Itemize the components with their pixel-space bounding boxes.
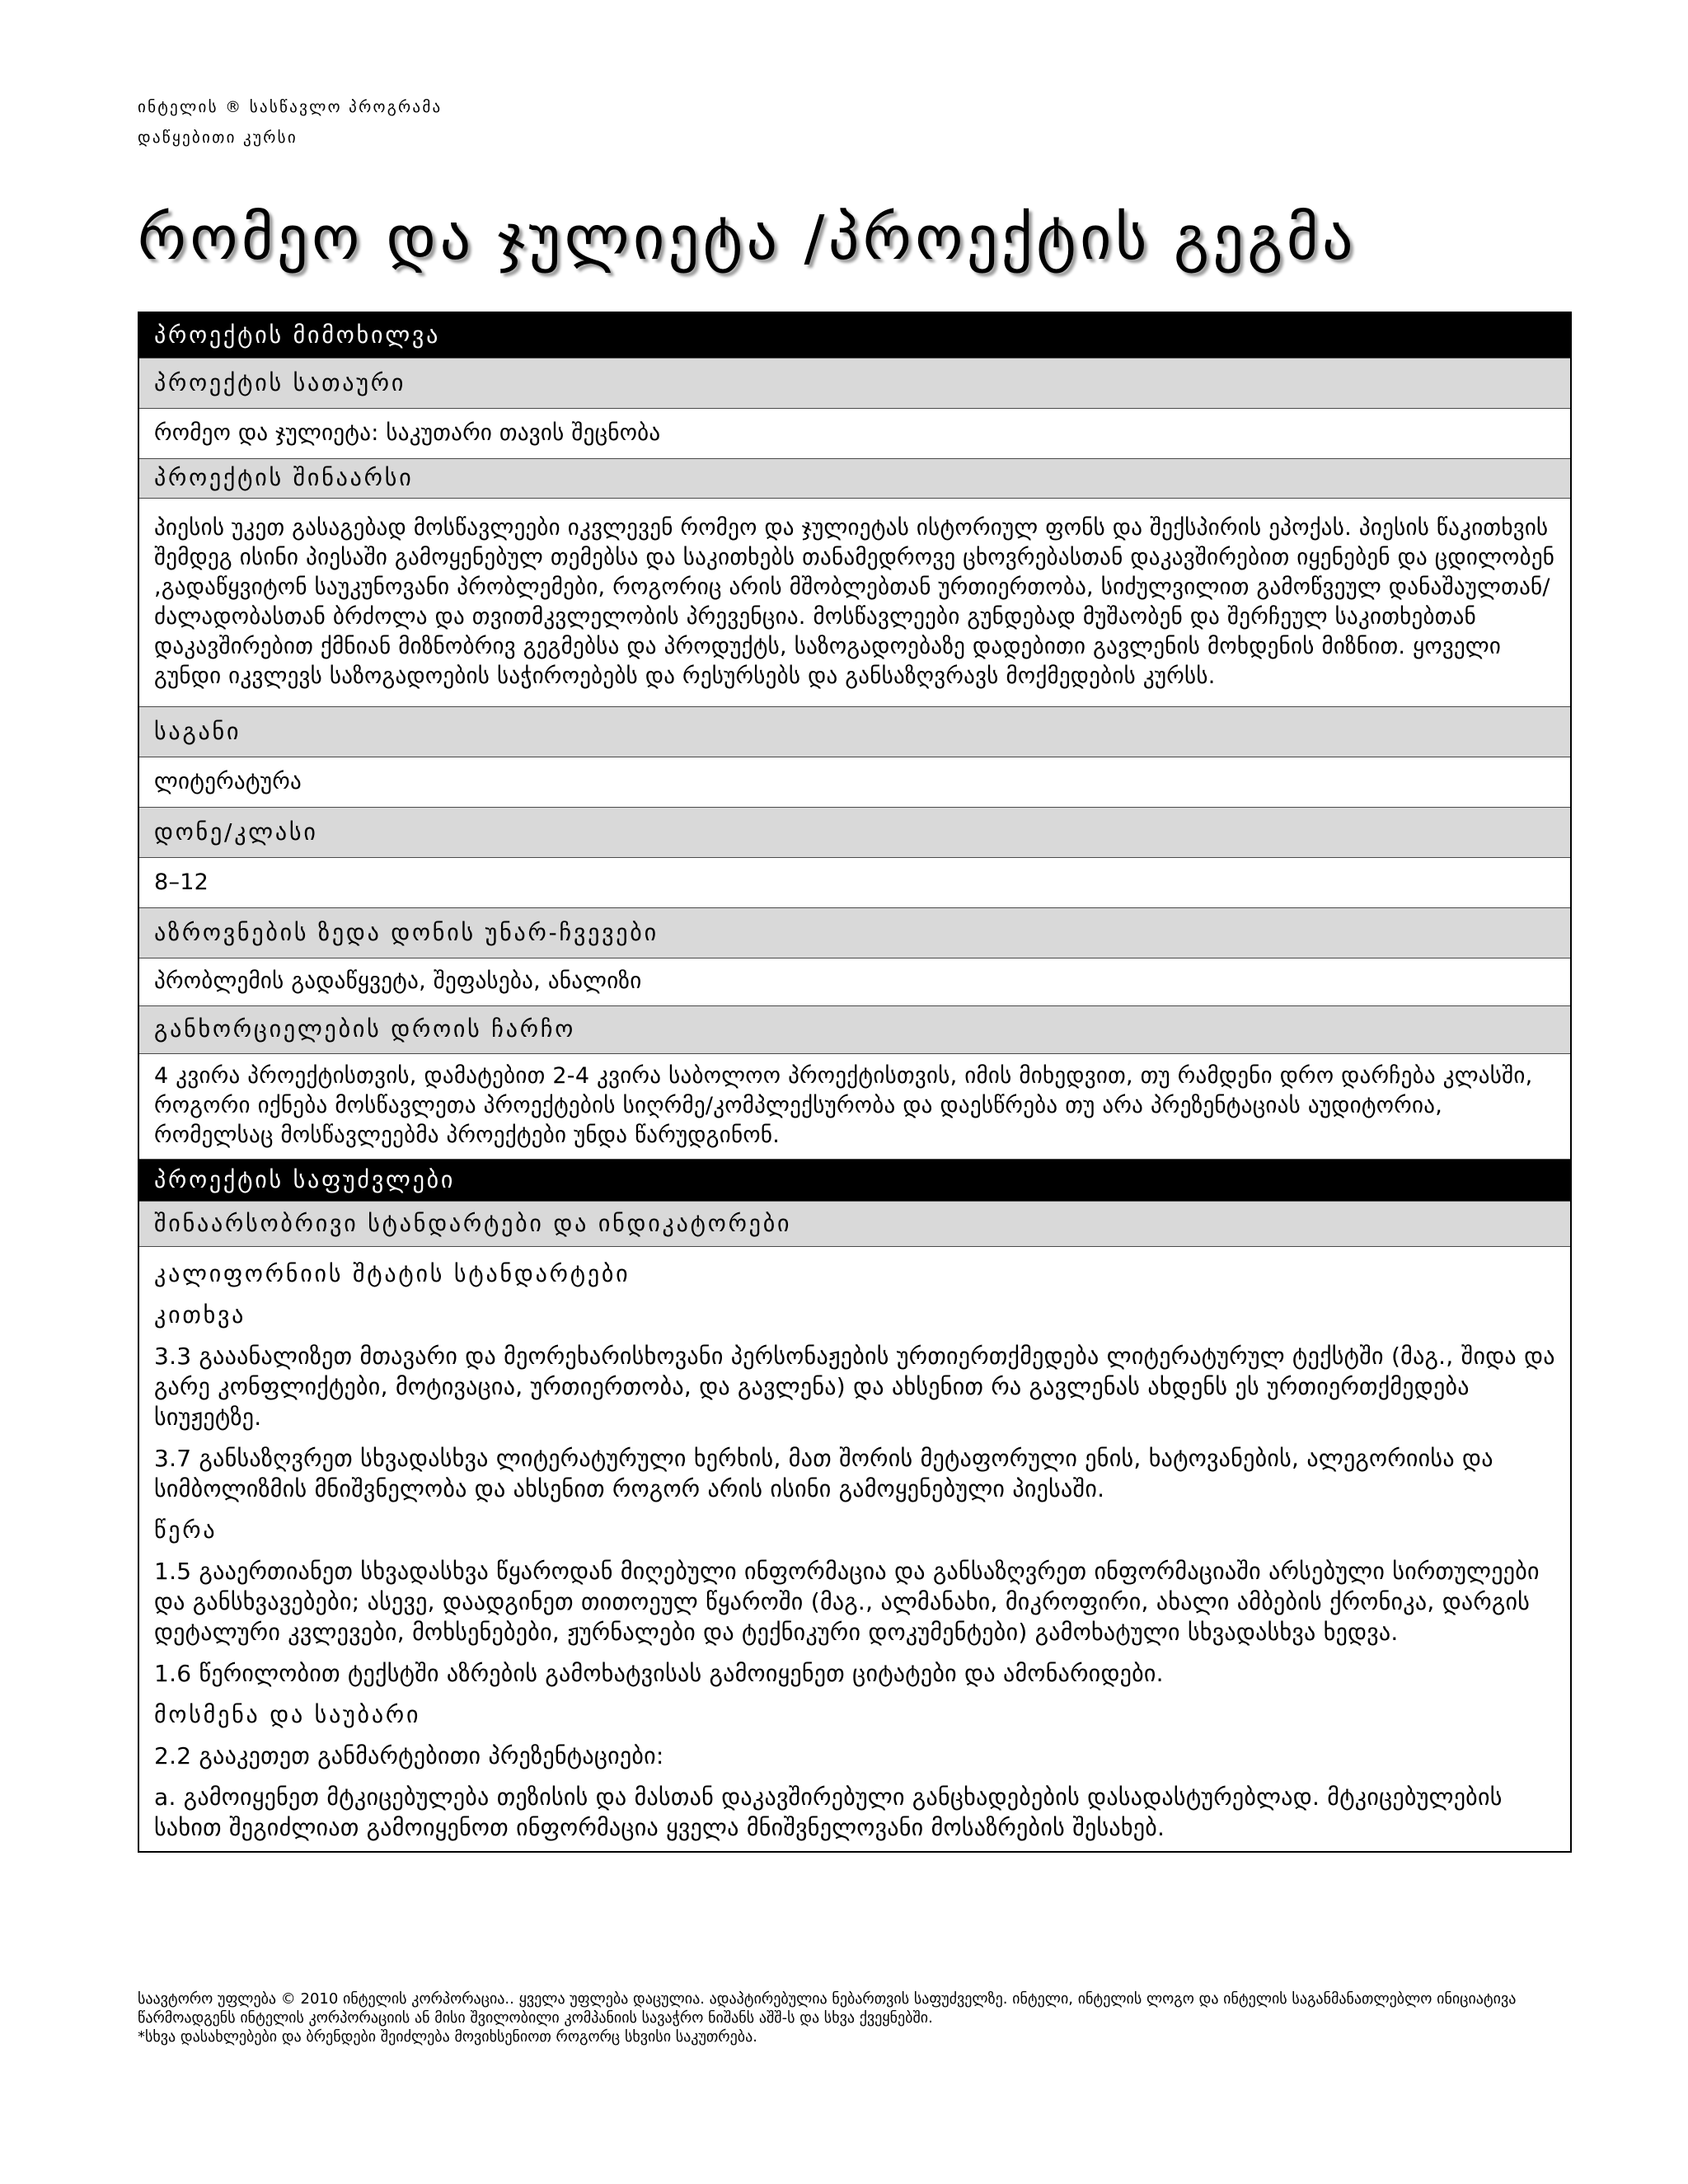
program-name: ინტელის ® სასწავლო პროგრამა: [138, 98, 443, 116]
value-grade: 8–12: [139, 857, 1570, 907]
state-standards-heading: კალიფორნიის შტატის სტანდარტები: [154, 1260, 631, 1287]
standard-item: a. გამოიყენეთ მტკიცებულება თეზისის და მასთან დაკავშირებული განცხადებების დასადასტურებლად. მტკიცებულების სახით შეგიძლიათ გამოიყენოთ ინფორმაცია ყველა მნიშვნელოვანი მოსაზრების შესახებ.: [154, 1783, 1503, 1841]
value-subject: ლიტერატურა: [139, 757, 1570, 807]
reading-heading: კითხვა: [154, 1301, 246, 1329]
standard-item: 1.5 გააერთიანეთ სხვადასხვა წყაროდან მიღებული ინფორმაცია და განსაზღვრეთ ინფორმაციაში არსებული სირთულეები და განსხვავებები; ასევე, დაადგინეთ თითოეულ წყაროში (მაგ., ალმანახი, მიკროფირი, ახალი ამბების ქრონიკა, დარგის დეტალური კვლევები, მოხსენებები, ჟურნალები და ტექნიკური დოკუმენტები) გამოხატული სხვადასხვა ხედვა.: [154, 1558, 1540, 1646]
writing-heading: წერა: [154, 1516, 218, 1544]
value-timeframe: 4 კვირა პროექტისთვის, დამატებით 2-4 კვირა საბოლოო პროექტისთვის, იმის მიხედვით, თუ რამდენი დრო დარჩება კლასში, როგორი იქნება მოსწავლეთა პროექტების სიღრმე/კომპლექსურობა და დაესწრება თუ არა პრეზენტაციას აუდიტორია, რომელსაც მოსწავლეებმა პროექტები უნდა წარუდგინონ.: [139, 1053, 1570, 1159]
trademark-note: *სხვა დასახლებები და ბრენდები შეიძლება მოვიხსენიოთ როგორც სხვისი საკუთრება.: [138, 2028, 757, 2046]
value-thinking-skills: პრობლემის გადაწყვეტა, შეფასება, ანალიზი: [139, 958, 1570, 1005]
label-thinking-skills: აზროვნების ზედა დონის უნარ-ჩვევები: [139, 907, 1570, 958]
page-footer: [138, 1990, 1555, 2046]
page-header: [138, 92, 442, 153]
project-plan-table: [138, 312, 1572, 1853]
page-title: რომეო და ჯულიეტა /პროექტის გეგმა: [138, 203, 1357, 274]
standard-item: 2.2 გააკეთეთ განმარტებითი პრეზენტაციები:: [154, 1742, 664, 1769]
label-content-standards: შინაარსობრივი სტანდარტები და ინდიკატორები: [139, 1201, 1570, 1246]
standard-item: 3.7 განსაზღვრეთ სხვადასხვა ლიტერატურული ხერხის, მათ შორის მეტაფორული ენის, ხატოვანების, ალეგორიისა და სიმბოლიზმის მნიშვნელობა და ახსენით როგორ არის ისინი გამოყენებული პიესაში.: [154, 1445, 1493, 1502]
label-project-summary: პროექტის შინაარსი: [139, 458, 1570, 498]
label-timeframe: განხორციელების დროის ჩარჩო: [139, 1005, 1570, 1053]
section-header-foundations: პროექტის საფუძვლები: [139, 1159, 1570, 1201]
label-subject: საგანი: [139, 706, 1570, 757]
copyright-notice: საავტორო უფლება © 2010 ინტელის კორპორაცია.. ყველა უფლება დაცულია. ადაპტირებულია ნებართვის საფუძველზე. ინტელი, ინტელის ლოგო და ინტელის საგანმანათლებლო ინიციატივა წარმოადგენს ინტელის კორპორაციის ან მისი შვილობილი კომპანიის სავაჭრო ნიშანს აშშ-ს და სხვა ქვეყნებში.: [138, 1990, 1517, 2027]
standard-item: 3.3 გააანალიზეთ მთავარი და მეორეხარისხოვანი პერსონაჟების ურთიერთქმედება ლიტერატურულ ტექსტში (მაგ., შიდა და გარე კონფლიქტები, მოტივაცია, ურთიერთობა, და გავლენა) და ახსენით რა გავლენას ახდენს ეს ურთიერთქმედება სიუჟეტზე.: [154, 1343, 1555, 1431]
section-header-overview: პროექტის მიმოხილვა: [139, 313, 1570, 358]
content-standards-list: [139, 1246, 1570, 1851]
value-project-summary: პიესის უკეთ გასაგებად მოსწავლეები იკვლევენ რომეო და ჯულიეტას ისტორიულ ფონს და შექსპირის ეპოქას. პიესის წაკითხვის შემდეგ ისინი პიესაში გამოყენებულ თემებსა და საკითხებს თანამედროვე ცხოვრებასთან დაკავშირებით იყენებენ და ცდილობენ ,გადაწყვიტონ საუკუნოვანი პრობლემები, როგორიც არის მშობლებთან ურთიერთობა, სიძულვილით გამოწვეულ დანაშაულთან/ძალადობასთან ბრძოლა და თვითმკვლელობის პრევენცია. მოსწავლეები გუნდებად მუშაობენ და შერჩეულ საკითხებთან დაკავშირებით ქმნიან მიზნობრივ გეგმებსა და პროდუქტს, საზოგადოებაზე დადებითი გავლენის მოხდენის მიზნით. ყოველი გუნდი იკვლევს საზოგადოების საჭიროებებს და რესურსებს და განსაზღვრავს მოქმედების კურსს.: [139, 498, 1570, 706]
course-name: დაწყებითი კურსი: [138, 129, 298, 147]
label-project-title: პროექტის სათაური: [139, 358, 1570, 408]
value-project-title: რომეო და ჯულიეტა: საკუთარი თავის შეცნობა: [139, 408, 1570, 458]
standard-item: 1.6 წერილობით ტექსტში აზრების გამოხატვისას გამოიყენეთ ციტატები და ამონარიდები.: [154, 1660, 1164, 1687]
listening-speaking-heading: მოსმენა და საუბარი: [154, 1701, 421, 1728]
label-grade: დონე/კლასი: [139, 807, 1570, 857]
